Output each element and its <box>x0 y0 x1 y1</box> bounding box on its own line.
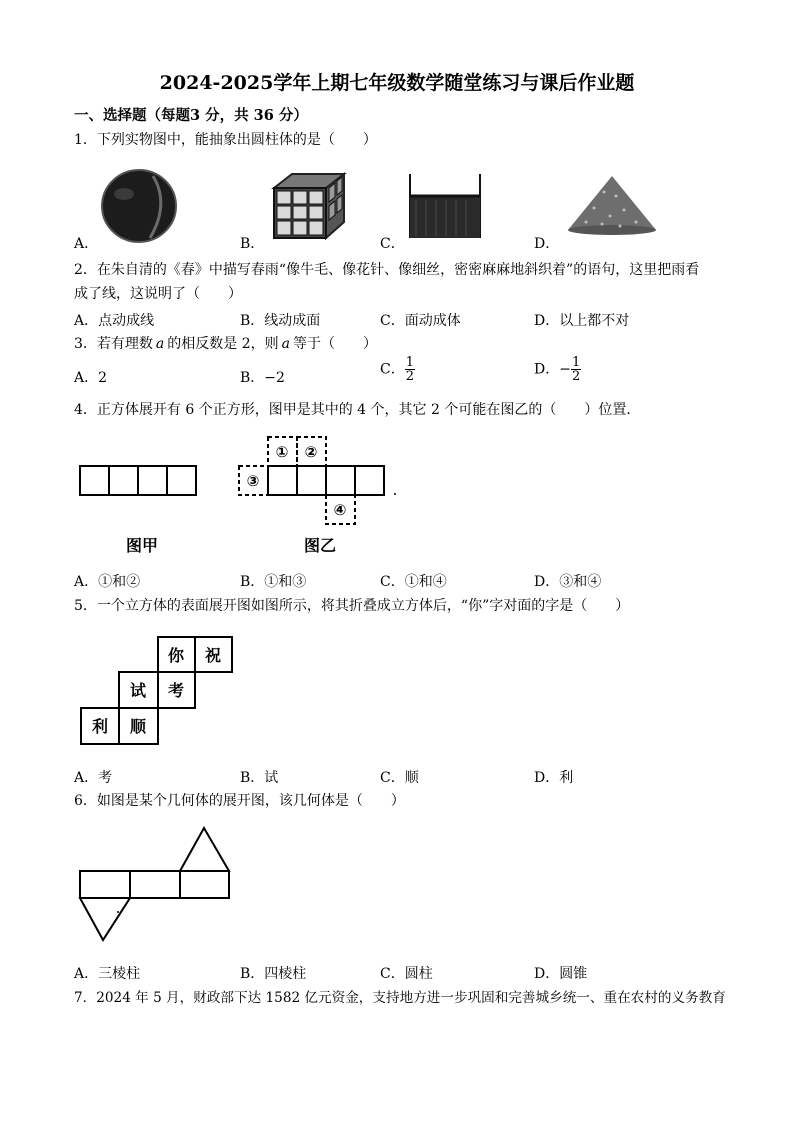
q1-option-d[interactable]: D． <box>534 236 560 252</box>
question-5-stem: 5．一个立方体的表面展开图如图所示，将其折叠成立方体后，“你”字对面的字是（ ） <box>74 598 630 614</box>
variable-a: a <box>155 336 165 352</box>
q1-option-c[interactable]: C． <box>380 236 405 252</box>
q5-option-a[interactable]: A．考 <box>74 770 113 786</box>
q2-option-b[interactable]: B．线动成面 <box>240 313 321 329</box>
q3-option-a[interactable]: A．2 <box>74 370 108 386</box>
q1-option-a[interactable]: A． <box>74 236 99 252</box>
net-char-li: 利 <box>91 717 109 736</box>
mark-3: ③ <box>246 472 260 490</box>
q6-option-b[interactable]: B．四棱柱 <box>240 966 307 982</box>
figure-yi-label: 图乙 <box>303 536 337 555</box>
net-char-shi: 试 <box>129 681 147 700</box>
cube-net-figures <box>78 434 408 558</box>
question-7-stem: 7．2024 年 5 月，财政部下达 1582 亿元资金，支持地方进一步巩固和完善城乡统一、重在农村的义务教育 <box>74 990 726 1006</box>
q4-option-a[interactable]: A．①和② <box>74 574 141 590</box>
ball-icon <box>98 168 182 244</box>
q1-option-b[interactable]: B． <box>240 236 265 252</box>
question-1-stem: 1．下列实物图中，能抽象出圆柱体的是（ ） <box>74 132 377 148</box>
net-char-kao: 考 <box>167 681 185 700</box>
question-2-stem-line2: 成了线，这说明了（ ） <box>74 286 242 302</box>
mark-4: ④ <box>333 501 347 519</box>
net-char-zhu: 祝 <box>204 646 222 665</box>
q4-option-b[interactable]: B．①和③ <box>240 574 307 590</box>
q5-option-b[interactable]: B．试 <box>240 770 279 786</box>
fraction-half-negative: $\frac{1}{2}$ <box>571 355 581 384</box>
question-4-stem: 4．正方体展开有 6 个正方形，图甲是其中的 4 个，其它 2 个可能在图乙的（ ）位置． <box>74 402 641 418</box>
prism-net-figure <box>78 826 234 944</box>
cube-net-characters <box>78 634 238 750</box>
section-heading: 一、选择题（每题3 分，共 36 分） <box>74 107 308 124</box>
figure-jia-label: 图甲 <box>125 536 159 555</box>
q3-option-c[interactable]: C． $\frac{1}{2}$ <box>380 355 414 384</box>
q2-option-a[interactable]: A．点动成线 <box>74 313 155 329</box>
cylinder-container-icon <box>406 170 484 242</box>
net-char-shun: 顺 <box>129 717 147 736</box>
q5-option-d[interactable]: D．利 <box>534 770 574 786</box>
q3-option-d[interactable]: D．− $\frac{1}{2}$ <box>534 355 581 384</box>
question-3-stem: 3．若有理数 a 的相反数是 2，则 a 等于（ ） <box>74 336 377 352</box>
q4-option-d[interactable]: D．③和④ <box>534 574 602 590</box>
q4-option-c[interactable]: C．①和④ <box>380 574 447 590</box>
net-char-ni: 你 <box>167 646 185 665</box>
variable-a-2: a <box>281 336 290 352</box>
figure-yi <box>268 466 384 495</box>
cone-pile-icon <box>564 172 660 236</box>
rubik-cube-icon <box>268 170 348 242</box>
mark-2: ② <box>304 443 318 461</box>
q5-option-c[interactable]: C．顺 <box>380 770 419 786</box>
fraction-half: $\frac{1}{2}$ <box>405 355 414 384</box>
q2-option-c[interactable]: C．面动成体 <box>380 313 461 329</box>
figure-jia <box>80 466 196 495</box>
q6-option-d[interactable]: D．圆锥 <box>534 966 588 982</box>
q6-option-c[interactable]: C．圆柱 <box>380 966 433 982</box>
q6-option-a[interactable]: A．三棱柱 <box>74 966 141 982</box>
page-title: 2024-2025学年上期七年级数学随堂练习与课后作业题 <box>159 72 635 94</box>
question-2-stem-line1: 2．在朱自清的《春》中描写春雨“像牛毛、像花针、像细丝，密密麻麻地斜织着”的语句，这里把雨看 <box>74 262 700 278</box>
mark-1: ① <box>275 443 289 461</box>
q2-option-d[interactable]: D．以上都不对 <box>534 313 630 329</box>
question-6-stem: 6．如图是某个几何体的展开图，该几何体是（ ） <box>74 793 405 809</box>
q3-option-b[interactable]: B．−2 <box>240 370 285 386</box>
